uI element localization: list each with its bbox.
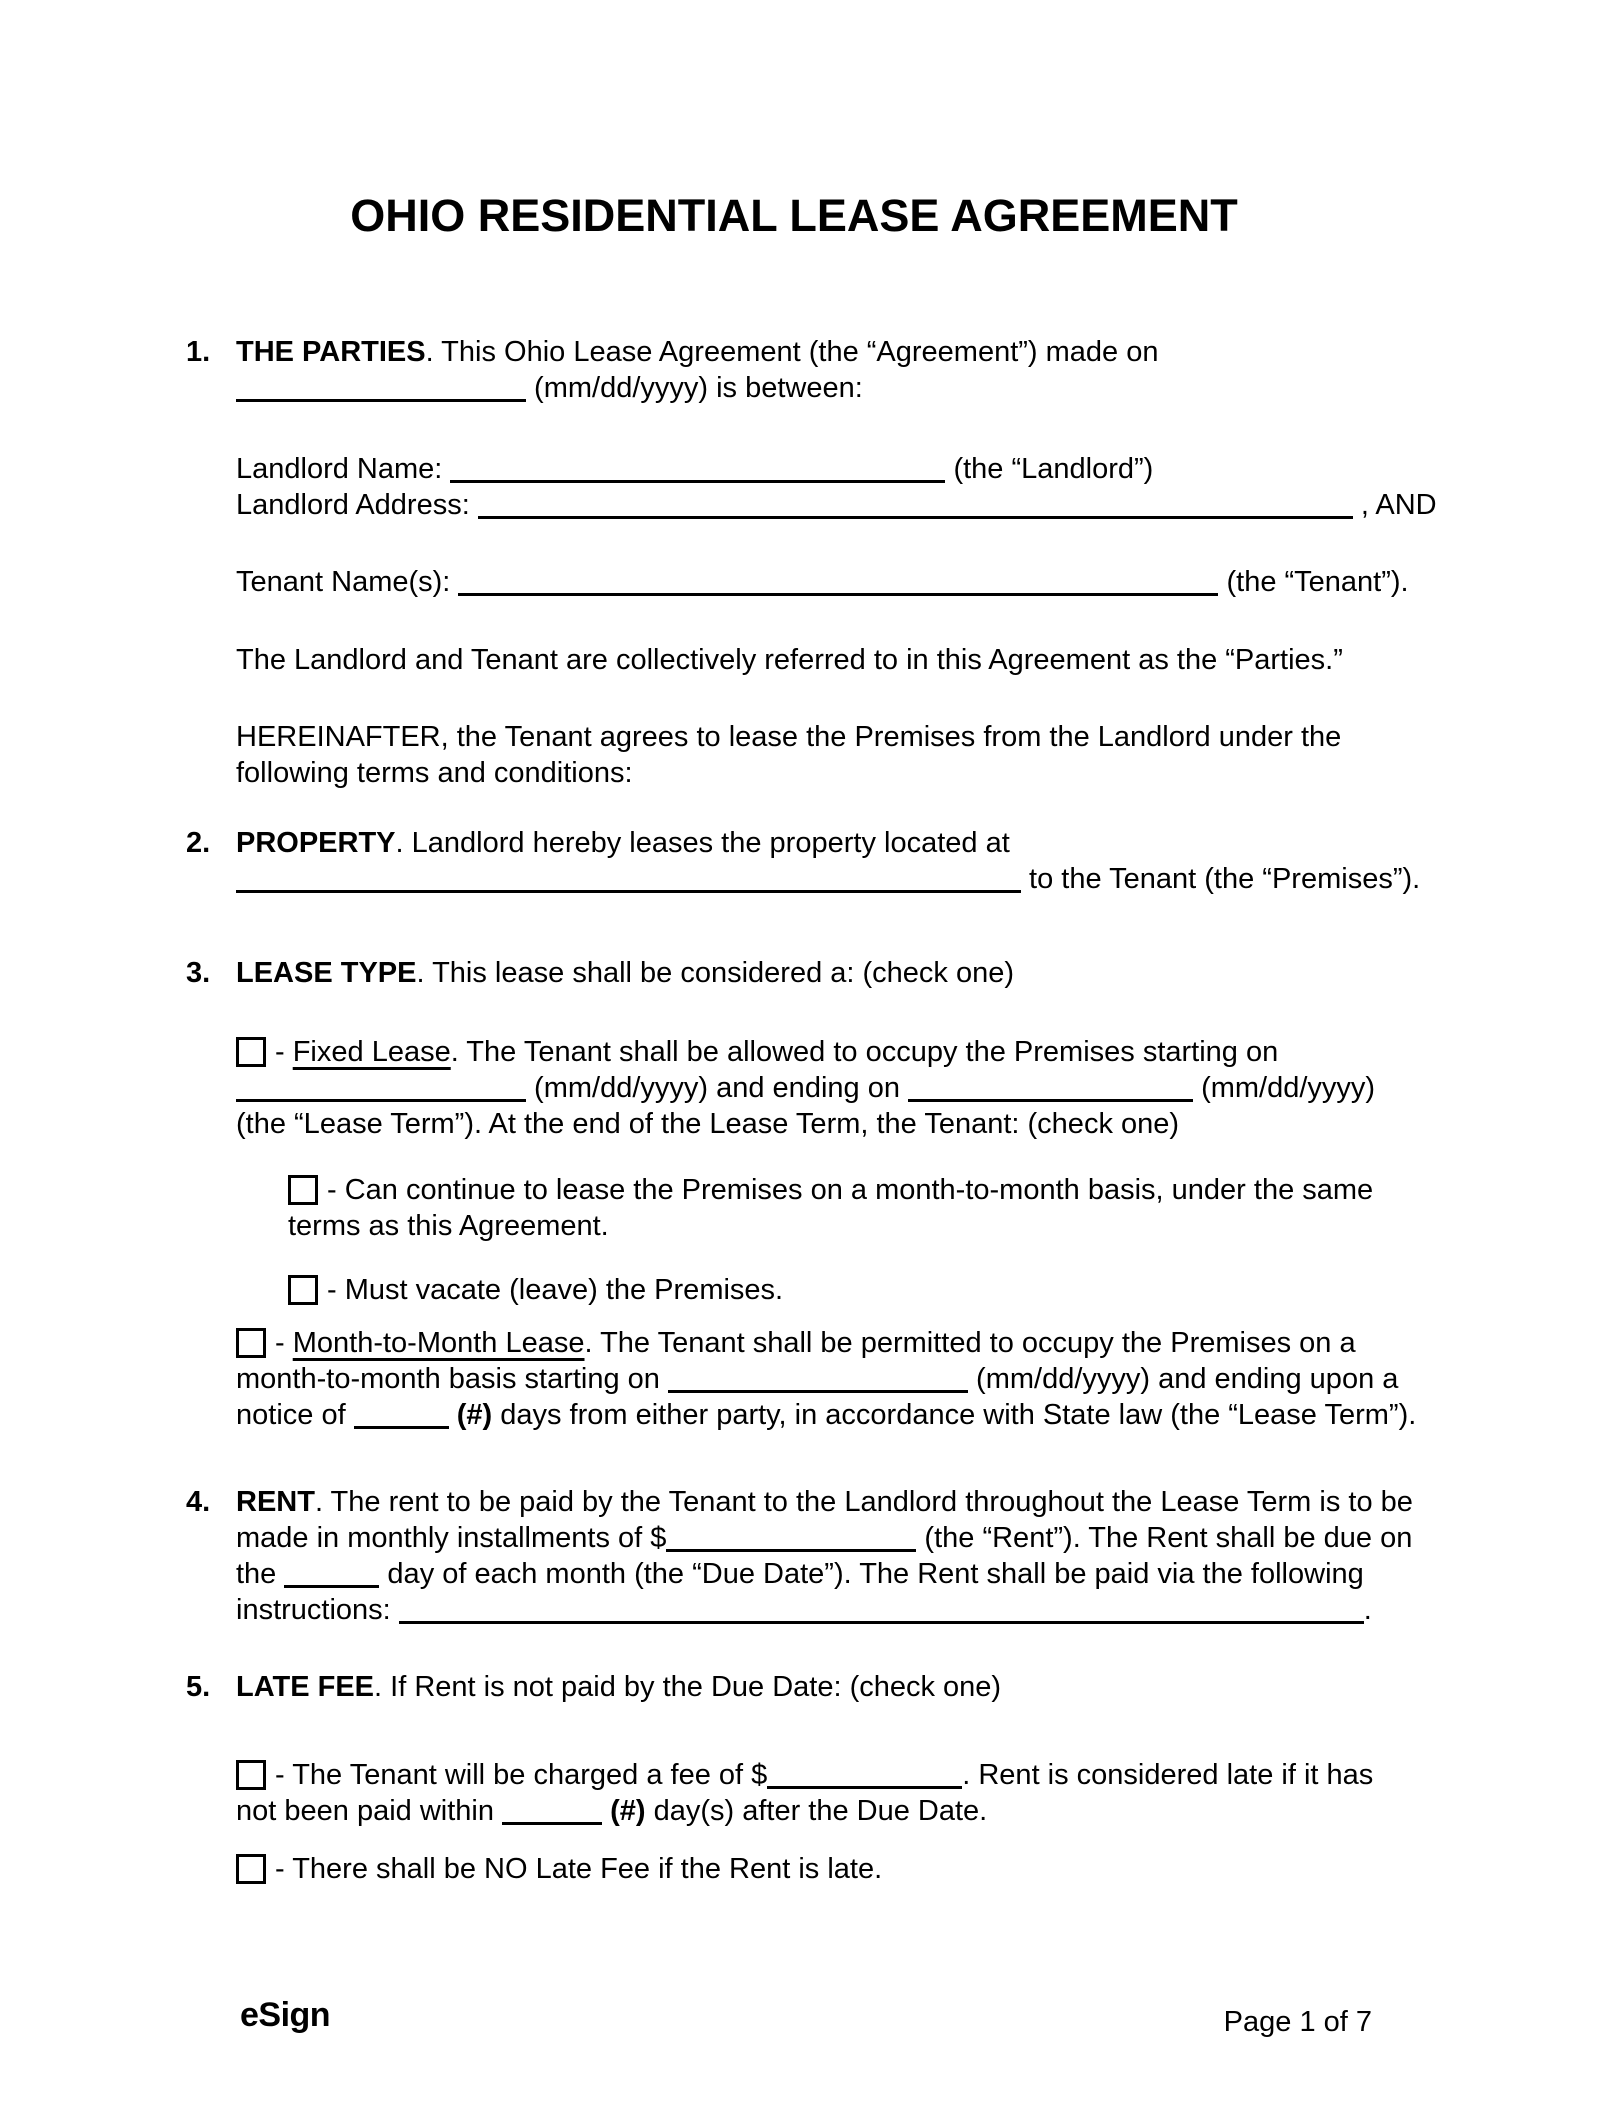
text-run: notice of <box>236 1399 354 1431</box>
month-to-month-lease-label: Month-to-Month Lease <box>292 1327 585 1359</box>
payment-instructions-blank[interactable] <box>399 1617 1364 1624</box>
fixed-lease-label: Fixed Lease <box>292 1036 451 1068</box>
tenant-names-blank[interactable] <box>458 589 1218 596</box>
text-run: - Can continue to lease the Premises on a month-to-month basis, under the same <box>327 1174 1374 1206</box>
text-run: to the Tenant (the “Premises”). <box>1021 863 1421 895</box>
text-run: (the “Rent”). The Rent shall be due on <box>916 1522 1413 1554</box>
landlord-address-label: Landlord Address: <box>236 489 478 521</box>
parties-paragraph: The Landlord and Tenant are collectively referred to in this Agreement as the “Parties.” <box>236 644 1343 676</box>
text-run: . This lease shall be considered a: (check one) <box>416 957 1015 989</box>
section-the-parties <box>186 334 1444 791</box>
text-run: (the “Landlord”) <box>945 453 1154 485</box>
m2m-notice-days-blank[interactable] <box>354 1422 449 1429</box>
text-run: - <box>275 1327 293 1359</box>
text-run: the <box>236 1558 285 1590</box>
text-run: . The rent to be paid by the Tenant to the Landlord throughout the Lease Term is to be <box>314 1486 1413 1518</box>
section-heading: THE PARTIES <box>236 336 426 368</box>
late-fee-amount-blank[interactable] <box>767 1782 962 1789</box>
text-run: . The Tenant shall be permitted to occupy the Premises on a <box>584 1327 1356 1359</box>
landlord-name-label: Landlord Name: <box>236 453 451 485</box>
text-run: - The Tenant will be charged a fee of $ <box>275 1759 768 1791</box>
section-heading: LATE FEE <box>236 1671 375 1703</box>
checkbox-continue-month-to-month[interactable] <box>288 1175 318 1205</box>
checkbox-no-late-fee[interactable] <box>236 1854 266 1884</box>
text-run: - <box>275 1036 293 1068</box>
number-sign-run: (#) <box>448 1399 493 1431</box>
fixed-end-date-blank[interactable] <box>908 1095 1193 1102</box>
section-number: 1. <box>186 336 211 368</box>
text-run: not been paid within <box>236 1795 503 1827</box>
text-run: instructions: <box>236 1594 399 1626</box>
text-run: . This Ohio Lease Agreement (the “Agreement”) made on <box>425 336 1159 368</box>
text-run: (the “Tenant”). <box>1218 566 1409 598</box>
section-rent <box>186 1484 1444 1628</box>
text-run: . The Tenant shall be allowed to occupy the Premises starting on <box>450 1036 1279 1068</box>
section-heading: RENT <box>236 1486 315 1518</box>
fixed-start-date-blank[interactable] <box>236 1095 526 1102</box>
number-sign-run: (#) <box>602 1795 646 1827</box>
late-fee-days-blank[interactable] <box>502 1818 602 1825</box>
text-run: month-to-month basis starting on <box>236 1363 668 1395</box>
text-run: following terms and conditions: <box>236 757 633 789</box>
text-run: - There shall be NO Late Fee if the Rent is late. <box>275 1853 883 1885</box>
checkbox-late-fee-charged[interactable] <box>236 1760 266 1790</box>
section-lease-type <box>186 955 1444 1433</box>
section-number: 5. <box>186 1671 211 1703</box>
property-address-blank[interactable] <box>236 886 1021 893</box>
section-late-fee <box>186 1669 1444 1887</box>
section-number: 2. <box>186 827 211 859</box>
checkbox-fixed-lease[interactable] <box>236 1037 266 1067</box>
section-heading: PROPERTY <box>236 827 396 859</box>
text-run: (mm/dd/yyyy) is between: <box>526 372 863 404</box>
text-run: (the “Lease Term”). At the end of the Lease Term, the Tenant: (check one) <box>236 1108 1180 1140</box>
text-run: - Must vacate (leave) the Premises. <box>327 1274 784 1306</box>
text-run: . <box>1363 1594 1372 1626</box>
text-run: (mm/dd/yyyy) and ending on <box>526 1072 909 1104</box>
section-number: 3. <box>186 957 211 989</box>
tenant-names-label: Tenant Name(s): <box>236 566 459 598</box>
text-run: made in monthly installments of $ <box>236 1522 667 1554</box>
text-run: terms as this Agreement. <box>288 1210 609 1242</box>
landlord-address-blank[interactable] <box>478 512 1353 519</box>
text-run: (mm/dd/yyyy) <box>1193 1072 1376 1104</box>
esign-logo: eSign <box>240 1996 331 2034</box>
checkbox-month-to-month-lease[interactable] <box>236 1328 266 1358</box>
text-run: . Rent is considered late if it has <box>962 1759 1374 1791</box>
text-run: days from either party, in accordance with State law (the “Lease Term”). <box>492 1399 1417 1431</box>
text-run: (mm/dd/yyyy) and ending upon a <box>967 1363 1399 1395</box>
hereinafter-paragraph: HEREINAFTER, the Tenant agrees to lease the Premises from the Landlord under the <box>236 721 1342 753</box>
page-title: OHIO RESIDENTIAL LEASE AGREEMENT <box>350 190 1238 241</box>
section-heading: LEASE TYPE <box>236 957 417 989</box>
text-run: . If Rent is not paid by the Due Date: (check one) <box>374 1671 1002 1703</box>
agreement-date-blank[interactable] <box>236 395 526 402</box>
text-run: day(s) after the Due Date. <box>645 1795 988 1827</box>
text-run: day of each month (the “Due Date”). The Rent shall be paid via the following <box>379 1558 1364 1590</box>
rent-amount-blank[interactable] <box>666 1545 916 1552</box>
m2m-start-date-blank[interactable] <box>668 1386 968 1393</box>
checkbox-must-vacate[interactable] <box>288 1275 318 1305</box>
text-run: . Landlord hereby leases the property located at <box>395 827 1010 859</box>
section-number: 4. <box>186 1486 211 1518</box>
page-number-label: Page 1 of 7 <box>1223 2006 1372 2038</box>
rent-due-day-blank[interactable] <box>284 1581 379 1588</box>
section-property <box>186 825 1444 897</box>
landlord-name-blank[interactable] <box>450 476 945 483</box>
text-run: , AND <box>1352 489 1437 521</box>
